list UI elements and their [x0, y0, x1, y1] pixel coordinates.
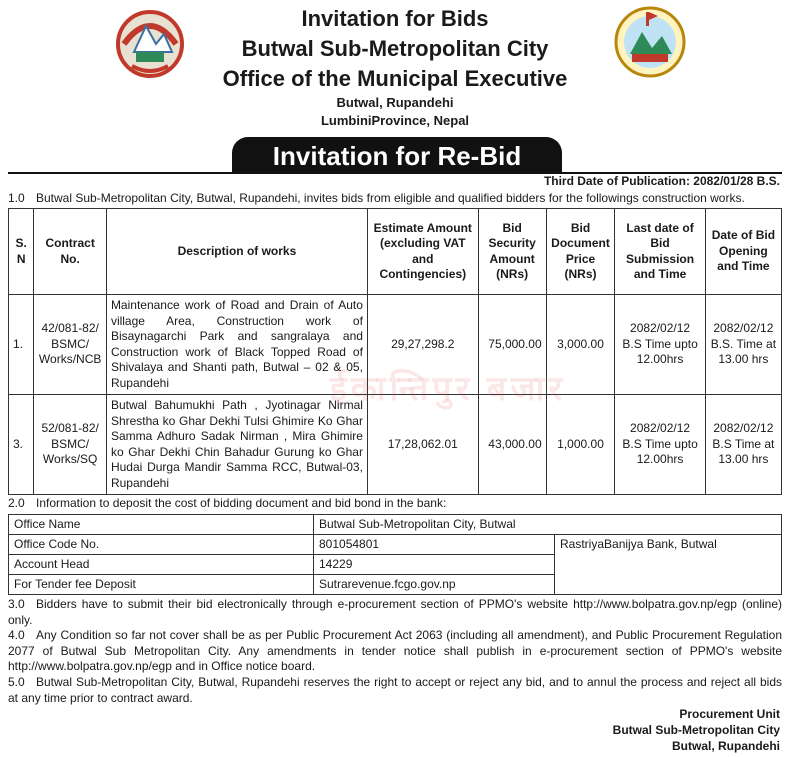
row-document: 1,000.00 [546, 395, 615, 495]
section-2 [8, 496, 782, 512]
signature-city: Butwal Sub-Metropolitan City [612, 723, 780, 737]
signature-unit: Procurement Unit [679, 707, 780, 721]
office-name-label: Office Name [9, 515, 314, 535]
bids-table [8, 208, 782, 495]
account-head-label: Account Head [9, 555, 314, 575]
row-contract: 42/081-82/ BSMC/ Works/NCB [34, 295, 107, 395]
row-description: Maintenance work of Road and Drain of Auto village Area, Construction work of Bisaynagarchi Park and sangralaya and Construction work of Black Topped Road of Shivalaya and Shanti path, Butwal – 02 & 05, Rupandehi [106, 295, 367, 395]
table-row [9, 515, 782, 535]
office-name: Office of the Municipal Executive [222, 66, 568, 91]
city-name: Butwal Sub-Metropolitan City [241, 36, 549, 61]
col-contract: Contract No. [34, 209, 107, 295]
col-document: Bid Document Price (NRs) [546, 209, 615, 295]
section-3-text: Bidders have to submit their bid electronically through e-procurement section of PPMO's website http://www.bolpatra.gov.np/egp (online) only. [8, 597, 782, 627]
section-5-text: Butwal Sub-Metropolitan City, Butwal, Rupandehi reserves the right to accept or reject any bid, and to annul the process and reject all bids at any time prior to contract award. [8, 675, 782, 705]
table-row [9, 535, 782, 555]
publication-date: Third Date of Publication: 2082/01/28 B.S. [543, 174, 780, 188]
bank-name: RastriyaBanijya Bank, Butwal [555, 535, 782, 595]
col-sn: S. N [9, 209, 34, 295]
col-opening: Date of Bid Opening and Time [705, 209, 781, 295]
signature-place: Butwal, Rupandehi [672, 739, 780, 753]
row-contract: 52/081-82/ BSMC/ Works/SQ [34, 395, 107, 495]
account-head-value: 14229 [314, 555, 555, 575]
row-sn: 3. [9, 395, 34, 495]
section-2-text: Information to deposit the cost of bidding document and bid bond in the bank: [36, 496, 447, 510]
tender-fee-value: Sutrarevenue.fcgo.gov.np [314, 575, 555, 595]
tender-fee-label: For Tender fee Deposit [9, 575, 314, 595]
col-security: Bid Security Amount (NRs) [478, 209, 546, 295]
row-submission: 2082/02/12 B.S Time upto 12.00hrs [615, 295, 705, 395]
section-5-number: 5.0 [8, 675, 25, 689]
row-opening: 2082/02/12 B.S. Time at 13.00 hrs [705, 295, 781, 395]
district: Butwal, Rupandehi [336, 95, 454, 110]
header [0, 4, 790, 130]
province: LumbiniProvince, Nepal [320, 113, 470, 128]
section-3-number: 3.0 [8, 597, 25, 611]
row-description: Butwal Bahumukhi Path , Jyotinagar Nirmal Shrestha ko Ghar Dekhi Tulsi Ghimire Ko Ghar Samma Adhuro Sadak Nirman , Mira Ghimire ko Ghar Dekhi Chin Bahadur Gurung ko Ghar Hudai Durga Mandir Samma RCC, Butwal-03, Rupandehi [106, 395, 367, 495]
signature-block [613, 706, 780, 754]
row-security: 75,000.00 [478, 295, 546, 395]
office-code-label: Office Code No. [9, 535, 314, 555]
row-submission: 2082/02/12 B.S Time upto 12.00hrs [615, 395, 705, 495]
bank-table [8, 514, 782, 595]
section-4 [8, 628, 782, 675]
office-code-value: 801054801 [314, 535, 555, 555]
section-4-text: Any Condition so far not cover shall be as per Public Procurement Act 2063 (including all amendment), and Public Procurement Regulation 2077 of Butwal Sub Metropolitan City. Any amendments in tender notice shall publish in e-procurement section of PPMO's website http://www.bolpatra.gov.np/egp and in Office notice board. [8, 628, 782, 673]
section-1-text: Butwal Sub-Metropolitan City, Butwal, Rupandehi, invites bids from eligible and qualified bidders for the followings construction works. [36, 191, 745, 205]
table-header-row [9, 209, 782, 295]
section-1 [8, 191, 782, 207]
section-5 [8, 675, 782, 706]
section-2-number: 2.0 [8, 496, 25, 510]
col-submission: Last date of Bid Submission and Time [615, 209, 705, 295]
row-sn: 1. [9, 295, 34, 395]
section-1-number: 1.0 [8, 191, 25, 205]
row-security: 43,000.00 [478, 395, 546, 495]
row-estimate: 29,27,298.2 [367, 295, 478, 395]
section-3 [8, 597, 782, 628]
col-description: Description of works [106, 209, 367, 295]
row-estimate: 17,28,062.01 [367, 395, 478, 495]
office-name-value: Butwal Sub-Metropolitan City, Butwal [314, 515, 782, 535]
rebid-banner: Invitation for Re-Bid [232, 137, 562, 173]
notice-title: Invitation for Bids [301, 6, 489, 31]
col-estimate: Estimate Amount (excluding VAT and Contingencies) [367, 209, 478, 295]
section-4-number: 4.0 [8, 628, 25, 642]
watermark: ईकान्तिपुर बजार [330, 370, 567, 408]
row-opening: 2082/02/12 B.S Time at 13.00 hrs [705, 395, 781, 495]
row-document: 3,000.00 [546, 295, 615, 395]
